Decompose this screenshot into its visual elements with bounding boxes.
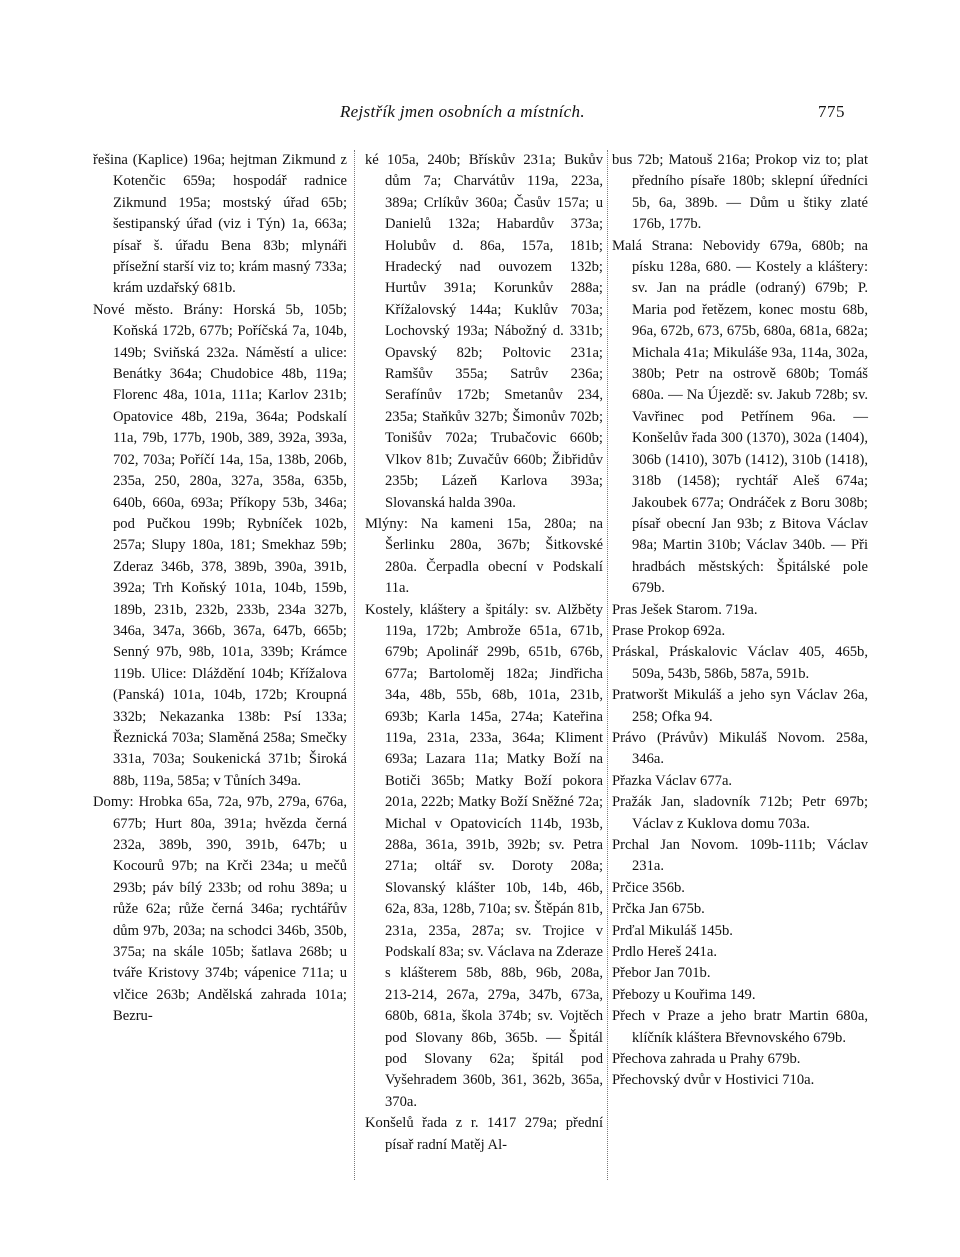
index-entry: Přechovský dvůr v Hostivici 710a. [612, 1072, 815, 1089]
running-head-title: Rejstřík jmen osobních a místních. [340, 102, 585, 121]
index-entry: Pras Ješek Starom. 719a. [612, 601, 758, 618]
index-entry: Kostely, kláštery a špitály: sv. Alžběty 119a, 172b; Ambrože 651a, 671b, 679b; Apolinář 299b, 651b, 676b, 677a; Bartoloměj 182a; Jindřicha 34a, 48b, 55b, 68b, 101a, 231b, 693b; Karla 145a, 274a; Kateřina 119a, 231a, 233a, 364a; Kliment 693a; Lazara 11a; Matky Boží na Botiči 365b; Matky Boží pokora 201a, 222b; Matky Boží Sněžné 72a; Michal v Opatovicích 114b, 193b, 288a, 361a, 391b, 392b; sv. Petra 271a; oltář sv. Doroty 208a; Slovanský klášter 10b, 14b, 46b, 62a, 83a, 128b, 710a; sv. Štěpán 81b, 231a, 235a, 287a; sv. Trojice v Podskalí 83a; sv. Václava na Zderaze s klášterem 58b, 88b, 96b, 208a, 213-214, 267a, 279a, 347b, 673a, 680b, 681a, škola 374b; sv. Vojtěch pod Slovany 86b, 365b. — Špitál pod Slovany 62a; špitál pod Vyšehradem 360b, 361, 362b, 365a, 370a. [365, 601, 603, 1110]
index-entry: Přazka Václav 677a. [612, 772, 733, 789]
page-number: 775 [818, 102, 845, 121]
column-divider [354, 150, 355, 1180]
index-column-3 [612, 150, 868, 1092]
index-entry: řešina (Kaplice) 196a; hejtman Zikmund z Kotenčic 659a; hospodář radnice Zikmund 195a; mostský úřad 65b; šestipanský úřad (viz i Týn) 1a, 663a; písař š. úřadu Bena 83b; mlynáři přísežní starší viz to; krám masný 733a; krám uzdařský 681b. [93, 152, 347, 297]
index-entry: Nové město. Brány: Horská 5b, 105b; Koňská 172b, 677b; Poříčská 7a, 104b, 149b; Sviňská 232a. Náměstí a ulice: Benátky 364a; Chudobice 48b, 119a; Florenc 48a, 101a, 111a; Karlov 231b; Opatovice 48b, 219a, 364a; Podskalí 11a, 79b, 177b, 190b, 389, 392a, 393a, 702, 703a; Poříčí 14a, 15a, 138b, 206b, 235a, 250, 280a, 327a, 358a, 635b, 640b, 660a, 693a; Příkopy 53b, 346a; pod Pučkou 199b; Rybníček 102b, 257a; Slupy 180a, 181; Smekhaz 59b; Zderaz 346b, 378, 389b, 390a, 391b, 392a; Trh Koňský 101a, 104b, 159b, 189b, 231b, 232b, 233b, 234a 327b, 346a, 347a, 366b, 367a, 647b, 665b; Senný 97b, 98b, 101a, 339b; Krámce 119b. Ulice: Dláždění 104b; Křížalova (Panská) 101a, 104b, 172b; Kroupná 332b; Nekazanka 138b: Psí 133a; Řeznická 703a; Slaměná 258a; Smečky 331a, 703a; Soukenická 371b; Široká 88b, 119a, 585a; v Tůních 349a. [93, 301, 347, 789]
index-entry: Prdlo Hereš 241a. [612, 944, 717, 961]
index-entry: Malá Strana: Nebovidy 679a, 680b; na písku 128a, 680. — Kostely a kláštery: sv. Jan na prádle (odraný) 679b; P. Maria pod řetězem, konec mostu 68b, 96a, 672b, 673, 675b, 680a, 681a, 682a; Michala 41a; Mikuláše 93a, 114a, 302a, 380b; Petr na ostrově 680b; Tomáš 680a. — Na Újezdě: sv. Jakub 728b; sv. Vavřinec pod Petřínem 96a. — Konšelův řada 300 (1370), 302a (1404), 306b (1410), 307b (1412), 310b (1418), 318b (1458); rychtář Aleš 674a; Jakoubek 677a; Ondráček z Boru 308b; písař obecní Jan 93b; z Bitova Václav 98a; Martin 310b; Václav 340b. — Při hradbách městských: Špitálské pole 679b. [612, 237, 868, 597]
index-entry: Konšelů řada z r. 1417 279a; přední písař radní Matěj Al- [365, 1115, 603, 1153]
index-entry: Přebozy u Kouřima 149. [612, 986, 756, 1003]
index-entry: Přech v Praze a jeho bratr Martin 680a, klíčník kláštera Břevnovského 679b. [612, 1008, 868, 1046]
index-entry: Přechova zahrada u Prahy 679b. [612, 1051, 801, 1068]
index-entry: Pratworšt Mikuláš a jeho syn Václav 26a, 258; Ofka 94. [612, 687, 868, 725]
index-column-2 [365, 150, 603, 1156]
running-head [0, 102, 960, 130]
index-entry: Prčka Jan 675b. [612, 901, 705, 918]
index-entry: Prďal Mikuláš 145b. [612, 922, 733, 939]
index-entry: Mlýny: Na kameni 15a, 280a; na Šerlinku 280a, 367b; Šitkovské 280a. Čerpadla obecní v Podskalí 11a. [365, 515, 603, 597]
index-entry: Prase Prokop 692a. [612, 622, 726, 639]
index-entry: Prčice 356b. [612, 879, 685, 896]
index-entry: Právo (Právův) Mikuláš Novom. 258a, 346a. [612, 729, 868, 768]
index-entry: Prchal Jan Novom. 109b-111b; Václav 231a. [612, 837, 868, 875]
index-entry: ké 105a, 240b; Břískův 231a; Bukův dům 7a; Charvátův 119a, 223a, 389a; Crlíkův 360a; Časův 157a; u Danielů 132a; Habardův 373a; Holubův d. 86a, 157a, 181b; Hradecký nad ouvozem 132b; Hurtův 391a; Korunkův 288a; Křížalovský 144a; Kuklův 703a; Lochovský 193a; Nábožný d. 331b; Opavský 82b; Poltovic 231a; Ramšův 355a; Satrův 236a; Serafínův 172b; Smetanův 234, 235a; Staňkův 327b; Šimonův 702b; Tonišův 702a; Trubačovic 660b; Vlkov 81b; Zuvačův 660b; Žibřidův 235b; Lázeň Karlova 393a; Slovanská halda 390a. [365, 152, 603, 511]
index-entry: Domy: Hrobka 65a, 72a, 97b, 279a, 676a, 677b; Hurt 80a, 391a; hvězda černá 232a, 389b, 390, 391b, 647b; u Kocourů 97b; na Krči 234a; u mečů 293b; páv bílý 233b; od rohu 389a; u růže 62a; růže černá 346a; rychtářův dům 97b, 203a; na schodci 346b, 350b, 375a; na skále 105b; šatlava 268b; u tváře Kristovy 374b; vápenice 711a; u vlčice 263b; Andělská zahrada 101a; Bezru- [93, 794, 347, 1025]
index-column-1 [93, 150, 347, 1028]
index-entry: Pražák Jan, sladovník 712b; Petr 697b; Václav z Kuklova domu 703a. [612, 794, 868, 832]
column-divider [607, 150, 608, 1180]
index-entry: bus 72b; Matouš 216a; Prokop viz to; plat předního písaře 180b; sklepní úředníci 5b, 6a, 389b. — Dům u štiky zlaté 176b, 177b. [612, 152, 868, 233]
index-entry: Přebor Jan 701b. [612, 965, 711, 982]
index-entry: Práskal, Práskalovic Václav 405, 465b, 509a, 543b, 586b, 587a, 591b. [612, 644, 868, 682]
